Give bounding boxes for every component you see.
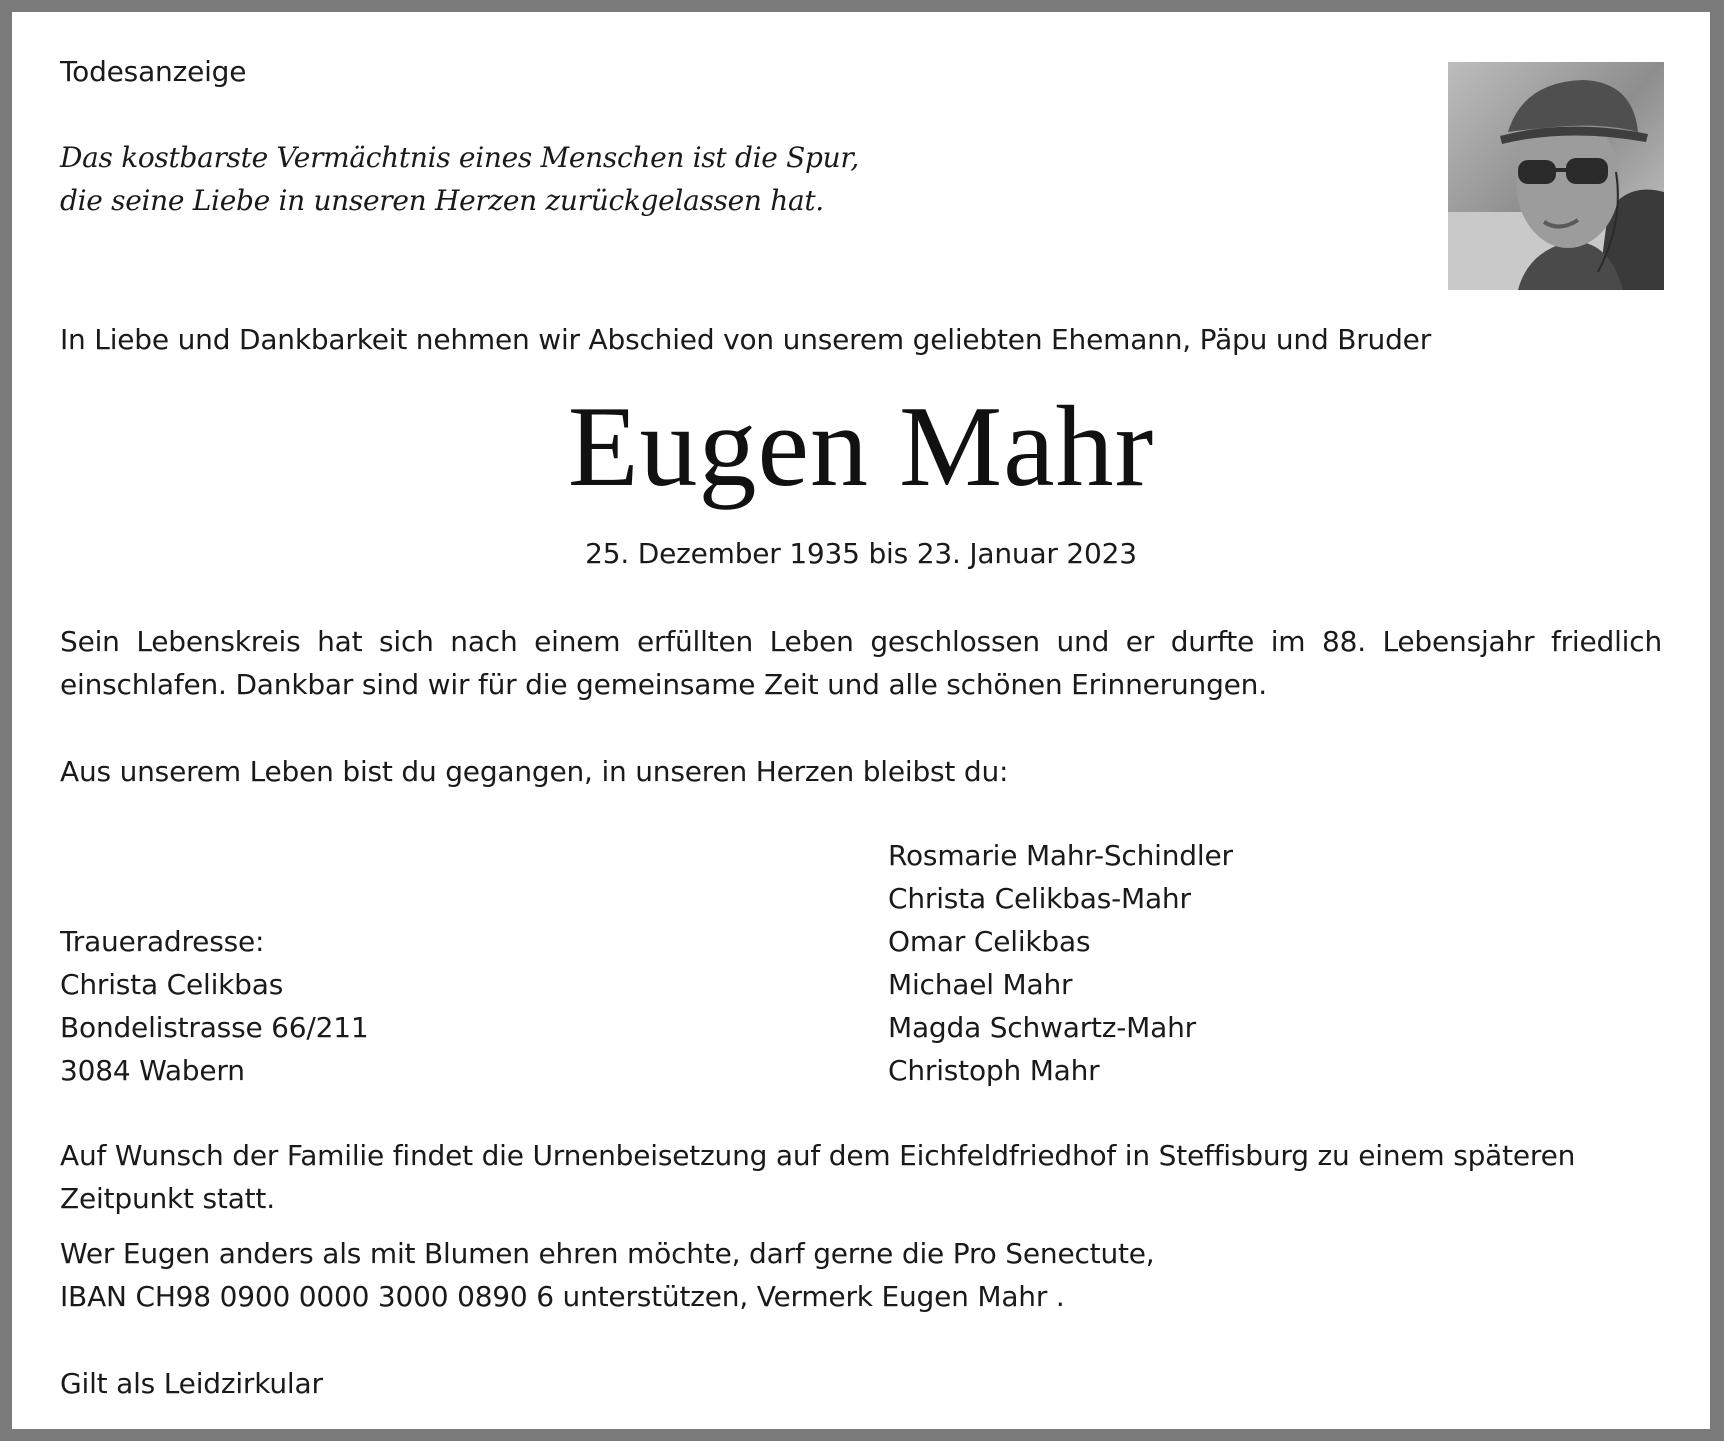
address-line: 3084 Wabern [60,1054,245,1087]
notice-heading: Todesanzeige [60,55,247,88]
mourner-name: Rosmarie Mahr-Schindler [888,839,1233,872]
address-label: Traueradresse: [60,925,265,958]
donation-info [60,1232,1155,1318]
footer-note: Gilt als Leidzirkular [60,1367,323,1400]
mourners-list [888,834,1233,1092]
quote-line: die seine Liebe in unseren Herzen zurückgelassen hat. [60,184,824,217]
donation-line: Wer Eugen anders als mit Blumen ehren möchte, darf gerne die Pro Senectute, [60,1237,1155,1270]
address-line: Christa Celikbas [60,968,284,1001]
mourner-name: Michael Mahr [888,968,1073,1001]
mourning-address [60,920,369,1092]
mourner-name: Magda Schwartz-Mahr [888,1011,1196,1044]
deceased-name: Eugen Mahr [567,383,1155,511]
donation-line: IBAN CH98 0900 0000 3000 0890 6 unterstützen, Vermerk Eugen Mahr . [60,1280,1065,1313]
intro-text: In Liebe und Dankbarkeit nehmen wir Abschied von unserem geliebten Ehemann, Päpu und Bruder [60,323,1431,356]
burial-info [60,1134,1575,1220]
portrait-photo [1448,62,1664,290]
address-line: Bondelistrasse 66/211 [60,1011,369,1044]
burial-line: Auf Wunsch der Familie findet die Urnenbeisetzung auf dem Eichfeldfriedhof in Steffisburg zu einem späteren [60,1139,1576,1172]
mourner-name: Omar Celikbas [888,925,1091,958]
memorial-quote [60,136,859,222]
tribute-paragraph: Sein Lebenskreis hat sich nach einem erfüllten Leben geschlossen und er durfte im 88. Lebensjahr friedlich einschlafen. Dankbar sind wir für die gemeinsame Zeit und alle schönen Erinnerungen. [60,625,1662,701]
burial-line: Zeitpunkt statt. [60,1182,275,1215]
quote-line: Das kostbarste Vermächtnis eines Menschen ist die Spur, [60,141,859,174]
farewell-text: Aus unserem Leben bist du gegangen, in unseren Herzen bleibst du: [60,755,1009,788]
mourner-name: Christa Celikbas-Mahr [888,882,1191,915]
obituary-notice [12,12,1710,1429]
mourner-name: Christoph Mahr [888,1054,1100,1087]
life-dates: 25. Dezember 1935 bis 23. Januar 2023 [585,537,1137,570]
